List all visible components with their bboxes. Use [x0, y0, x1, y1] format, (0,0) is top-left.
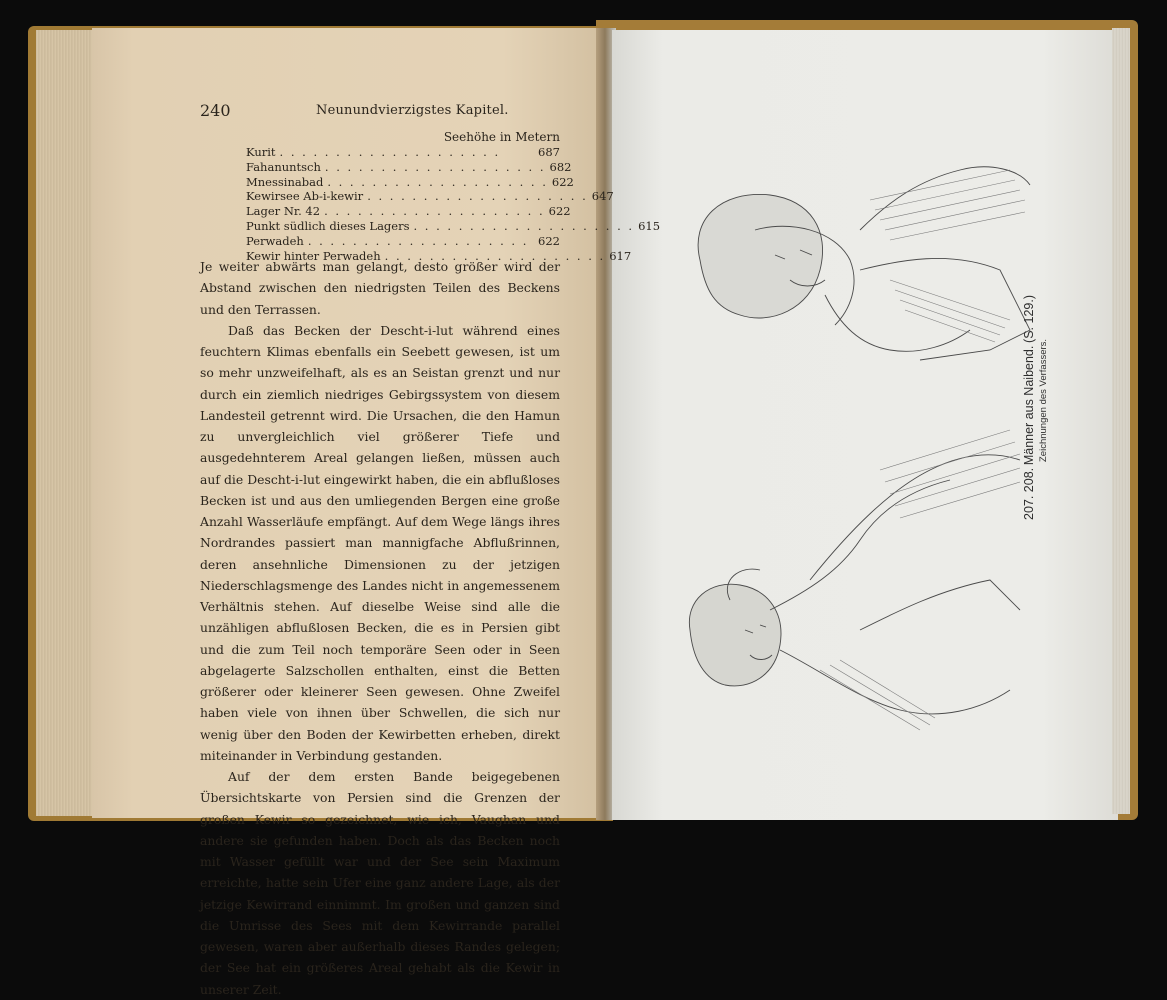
table-row: Lager Nr. 42 . . . . . . . . . . . . . . . . . . . . 622 — [246, 204, 571, 219]
figure-credit: Zeichnungen des Verfassers. — [1038, 338, 1049, 462]
table-row: Kewir hinter Perwadeh . . . . . . . . . . . . . . . . . . . . 617 — [246, 248, 632, 263]
table-row: Fahanuntsch . . . . . . . . . . . . . . . . . . . . 682 — [246, 159, 572, 174]
lower-figure-sketch — [689, 430, 1020, 730]
place-name: Mnessinabad — [246, 174, 324, 189]
place-height: 622 — [538, 233, 560, 248]
upper-figure-sketch — [698, 167, 1030, 360]
elevation-table — [246, 129, 661, 263]
body-text — [200, 256, 560, 1000]
chapter-title: Neunundvierzigstes Kapitel. — [316, 103, 509, 118]
place-name: Lager Nr. 42 — [246, 204, 321, 219]
place-name: Fahanuntsch — [246, 159, 321, 174]
table-row: Kewirsee Ab-i-kewir . . . . . . . . . . . . . . . . . . . . 647 — [246, 189, 614, 204]
running-header — [200, 101, 560, 121]
place-name: Kewirsee Ab-i-kewir — [246, 189, 364, 204]
sketch-illustration — [660, 110, 1040, 750]
place-height: 622 — [548, 204, 571, 219]
place-name: Punkt südlich dieses Lagers — [246, 218, 410, 233]
table-row: Kurit . . . . . . . . . . . . . . . . . . . . 687 — [246, 145, 560, 159]
figure-caption — [1022, 0, 1062, 520]
paragraph: Daß das Becken der Descht-i-lut während eines feuchtern Klimas ebenfalls ein Seebett gewesen, ist um so mehr unzweifelhaft, als es an Seistan grenzt und nur durch ein ziemlich niedriges Gebirgssystem von diesem Landesteil getrennt wird. Die Ursachen, die den Hamun zu unvergleichlich viel größerer Tiefe und ausgedehnterem Areal gelangen ließen, müssen auch auf die Descht-i-lut eingewirkt haben, die ein abflußloses Becken ist und aus den umliegenden Bergen eine große Anzahl Wasserläufe empfängt. Auf dem Wege längs ihres Nordrandes passiert man mannigfache Abflußrinnen, deren ansehnliche Dimensionen zu der jetzigen Niederschlagsmenge des Landes nicht in angemessenem Verhältnis stehen. Auf dieselbe Weise sind alle die unzähligen abflußlosen Becken, die es in Persien gibt und die zum Teil noch temporäre Seen oder in Seen abgelagerte Salzschollen enthalten, einst die Betten größerer oder kleinerer Seen gewesen. Ohne Zweifel haben viele von ihnen über Schwellen, die sich nur wenig über den Boden der Kewirbetten erheben, direkt miteinander in Verbindung gestanden. — [200, 322, 560, 763]
page-edges-right — [1112, 28, 1130, 814]
figure-numbers: 207. 208. — [1022, 467, 1036, 520]
table-row: Punkt südlich dieses Lagers . . . . . . . . . . . . . . . . . . . . 615 — [246, 218, 661, 233]
paragraph: Auf der dem ersten Bande beigegebenen Übersichtskarte von Persien sind die Grenzen der großen Kewir so gezeichnet, wie ich, Vaughan und andere sie gefunden haben. Doch als das Becken noch mit Wasser gefüllt war und der See sein Maximum erreichte, hatte sein Ufer eine ganz andere Lage, als der jetzige Kewirrand einnimmt. Im großen und ganzen sind die Umrisse des Sees mit dem Kewirrande parallel gewesen, waren aber außerhalb dieses Randes gelegen; der See hat ein größeres Areal gehabt als die Kewir in unserer Zeit. — [200, 769, 560, 997]
place-height: 682 — [549, 159, 572, 174]
page-number: 240 — [200, 101, 231, 120]
place-height: 617 — [609, 248, 632, 263]
place-height: 687 — [538, 145, 560, 159]
figure-title: Männer aus Naibend. — [1022, 345, 1036, 466]
place-name: Kewir hinter Perwadeh — [246, 248, 381, 263]
table-row: Perwadeh . . . . . . . . . . . . . . . . . . . . 622 — [246, 233, 560, 248]
page-edges-left — [36, 30, 96, 816]
place-height: 615 — [638, 218, 661, 233]
table-row: Mnessinabad . . . . . . . . . . . . . . . . . . . . 622 — [246, 174, 574, 189]
table-header: Seehöhe in Metern — [443, 130, 560, 144]
place-height: 622 — [551, 174, 574, 189]
place-name: Kurit — [246, 145, 276, 159]
paragraph: Je weiter abwärts man gelangt, desto größer wird der Abstand zwischen den niedrigsten Teilen des Beckens und den Terrassen. — [200, 259, 560, 317]
place-height: 647 — [591, 189, 614, 204]
figure-reference: (S. 129.) — [1022, 295, 1036, 343]
place-name: Perwadeh — [246, 233, 304, 248]
